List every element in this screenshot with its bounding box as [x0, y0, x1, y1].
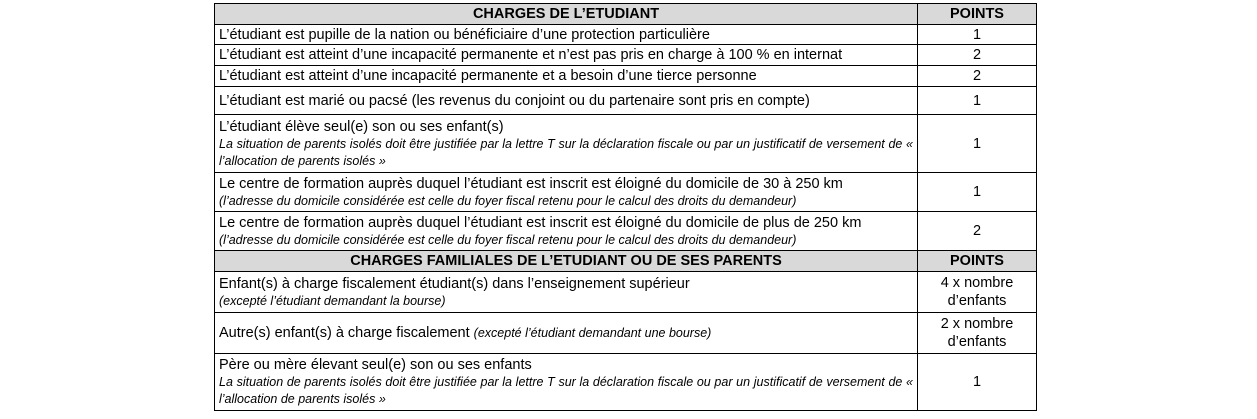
table-row: [215, 173, 1037, 212]
points-line: 2 x nombre: [940, 316, 1014, 332]
criterion-text: Père ou mère élevant seul(e) son ou ses enfants: [219, 357, 532, 373]
table-row: [215, 212, 1037, 251]
criterion-note: La situation de parents isolés doit être justifiée par la lettre T sur la déclaration fiscale ou par un justificatif de versement de « l’allocation de parents isolés »: [219, 375, 913, 406]
criterion-cell: [215, 25, 918, 45]
section2-header: CHARGES FAMILIALES DE L’ETUDIANT OU DE SES PARENTS: [215, 251, 918, 272]
points-cell: [918, 272, 1037, 313]
points-line: d’enfants: [947, 293, 1007, 309]
section2-points-header: POINTS: [918, 251, 1037, 272]
table-row: [215, 272, 1037, 313]
points-cell: 1: [918, 115, 1037, 173]
table-row: [215, 115, 1037, 173]
criterion-cell: [215, 66, 918, 87]
criterion-cell: [215, 115, 918, 173]
criterion-text: Autre(s) enfant(s) à charge fiscalement: [219, 325, 470, 341]
criterion-text: Le centre de formation auprès duquel l’étudiant est inscrit est éloigné du domicile de 30 à 250 km: [219, 175, 843, 192]
criterion-text: L’étudiant est atteint d’une incapacité permanente et a besoin d’une tierce personne: [219, 68, 757, 84]
table-row: [215, 25, 1037, 45]
table-row: [215, 87, 1037, 115]
criterion-cell: [215, 354, 918, 411]
table-row: [215, 313, 1037, 354]
criterion-cell: [215, 173, 918, 212]
criterion-text: L’étudiant est pupille de la nation ou bénéficiaire d’une protection particulière: [219, 26, 710, 43]
criterion-cell: [215, 87, 918, 115]
table-row: [215, 354, 1037, 411]
criterion-text: Le centre de formation auprès duquel l’étudiant est inscrit est éloigné du domicile de plus de 250 km: [219, 214, 862, 231]
table-row: [215, 66, 1037, 87]
points-cell: 1: [918, 173, 1037, 212]
section1-header: CHARGES DE L’ETUDIANT: [215, 4, 918, 25]
points-cell: 2: [918, 66, 1037, 87]
points-cell: 1: [918, 25, 1037, 45]
points-cell: 2: [918, 45, 1037, 66]
section2-header-row: [215, 251, 1037, 272]
points-cell: 2: [918, 212, 1037, 251]
points-table: [214, 3, 1037, 411]
criterion-cell: [215, 45, 918, 66]
criterion-text: L’étudiant est atteint d’une incapacité permanente et n’est pas pris en charge à 100 % en internat: [219, 47, 843, 63]
criterion-text: Enfant(s) à charge fiscalement étudiant(s) dans l’enseignement supérieur: [219, 275, 690, 292]
criterion-note: (excepté l’étudiant demandant une bourse): [473, 326, 712, 340]
criterion-note: (l’adresse du domicile considérée est celle du foyer fiscal retenu pour le calcul des droits du demandeur): [219, 232, 797, 247]
criterion-text: L’étudiant est marié ou pacsé (les revenus du conjoint ou du partenaire sont pris en compte): [219, 92, 810, 109]
criterion-note: (l’adresse du domicile considérée est celle du foyer fiscal retenu pour le calcul des droits du demandeur): [219, 193, 797, 208]
criterion-text: L’étudiant élève seul(e) son ou ses enfant(s): [219, 118, 504, 135]
criterion-note: La situation de parents isolés doit être justifiée par la lettre T sur la déclaration fiscale ou par un justificatif de versement de « l’allocation de parents isolés »: [219, 136, 913, 168]
section1-header-row: [215, 4, 1037, 25]
points-cell: 1: [918, 354, 1037, 411]
points-line: 4 x nombre: [940, 275, 1014, 291]
criterion-note: (excepté l’étudiant demandant la bourse): [219, 293, 446, 308]
criterion-cell: [215, 272, 918, 313]
criterion-cell: [215, 313, 918, 354]
section1-points-header: POINTS: [918, 4, 1037, 25]
criterion-cell: [215, 212, 918, 251]
table-row: [215, 45, 1037, 66]
points-cell: 1: [918, 87, 1037, 115]
points-line: d’enfants: [947, 334, 1007, 350]
points-cell: [918, 313, 1037, 354]
